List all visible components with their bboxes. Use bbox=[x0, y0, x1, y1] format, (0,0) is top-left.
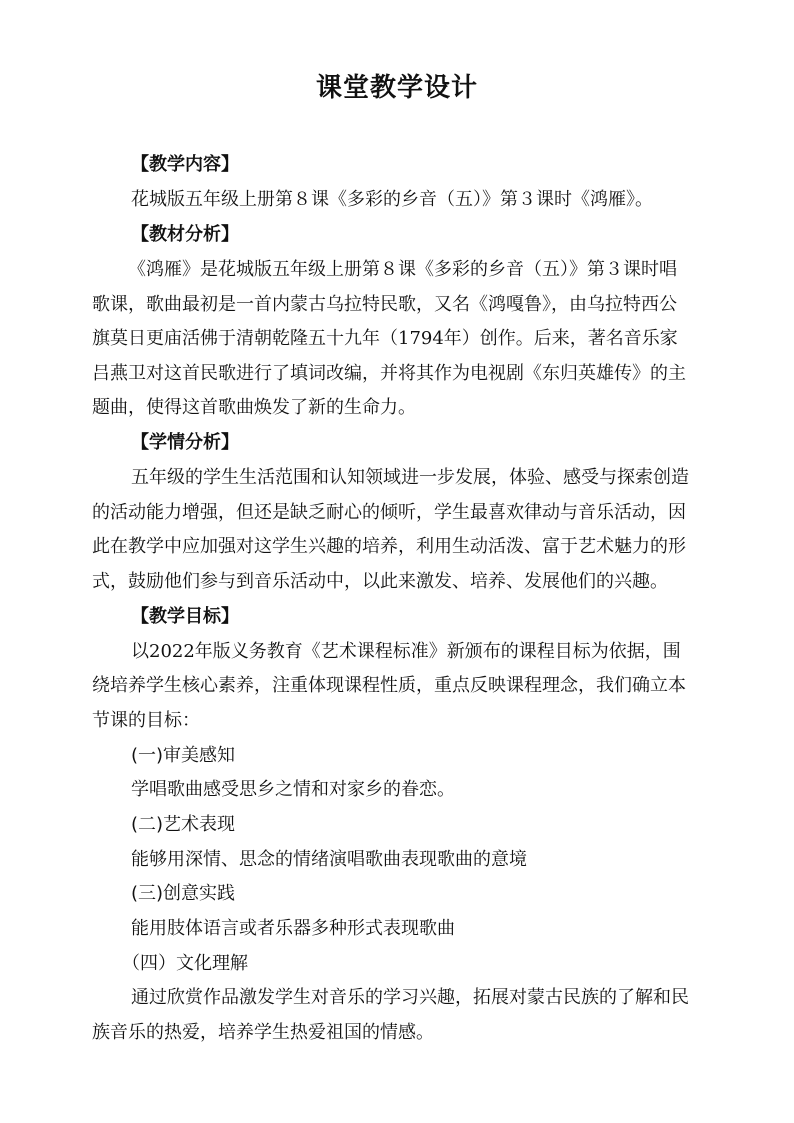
section-heading-students: 【学情分析】 bbox=[131, 432, 239, 453]
page-title: 课堂教学设计 bbox=[315, 73, 478, 103]
goal-item-label: (一)审美感知 bbox=[131, 745, 236, 766]
material-line: 歌课，歌曲最初是一首内蒙古乌拉特民歌，又名《鸿嘎鲁》，由乌拉特西公 bbox=[92, 294, 677, 315]
goal-item-label: （四）文化理解 bbox=[122, 953, 248, 974]
material-line: 旗莫日更庙活佛于清朝乾隆五十九年（1794年）创作。后来，著名音乐家 bbox=[92, 328, 678, 349]
goal-item-text: 能用肢体语言或者乐器多种形式表现歌曲 bbox=[131, 918, 455, 939]
students-line: 式，鼓励他们参与到音乐活动中，以此来激发、培养、发展他们的兴趣。 bbox=[92, 571, 668, 592]
goal-item-text: 学唱歌曲感受思乡之情和对家乡的眷恋。 bbox=[131, 779, 455, 800]
material-line: 《鸿雁》是花城版五年级上册第８课《多彩的乡音（五）》第３课时唱 bbox=[128, 259, 677, 280]
material-line: 题曲，使得这首歌曲焕发了新的生命力。 bbox=[92, 397, 416, 418]
goal-item-label: (二)艺术表现 bbox=[131, 814, 236, 835]
goal-item-label: (三)创意实践 bbox=[131, 883, 236, 904]
students-line: 五年级的学生生活范围和认知领域进一步发展，体验、感受与探索创造 bbox=[131, 467, 689, 488]
students-line: 此在教学中应加强对这学生兴趣的培养，利用生动活泼、富于艺术魅力的形 bbox=[92, 536, 686, 557]
section-heading-content: 【教学内容】 bbox=[131, 154, 239, 175]
goal-item-text: 能够用深情、思念的情绪演唱歌曲表现歌曲的意境 bbox=[131, 849, 527, 870]
content-line: 花城版五年级上册第８课《多彩的乡音（五）》第３课时《鸿雁》。 bbox=[131, 189, 653, 210]
goals-line: 绕培养学生核心素养，注重体现课程性质，重点反映课程理念，我们确立本 bbox=[92, 675, 686, 696]
material-line: 吕燕卫对这首民歌进行了填词改编，并将其作为电视剧《东归英雄传》的主 bbox=[92, 363, 686, 384]
goals-line: 以2022年版义务教育《艺术课程标准》新颁布的课程目标为依据，围 bbox=[131, 641, 681, 662]
goals-closing-line: 族音乐的热爱，培养学生热爱祖国的情感。 bbox=[92, 1022, 434, 1043]
section-heading-material: 【教材分析】 bbox=[131, 224, 239, 245]
students-line: 的活动能力增强，但还是缺乏耐心的倾听，学生最喜欢律动与音乐活动，因 bbox=[92, 502, 686, 523]
goals-line: 节课的目标： bbox=[92, 710, 200, 731]
goal-item-text: 通过欣赏作品激发学生对音乐的学习兴趣，拓展对蒙古民族的了解和民 bbox=[131, 987, 689, 1008]
section-heading-goals: 【教学目标】 bbox=[131, 606, 239, 627]
